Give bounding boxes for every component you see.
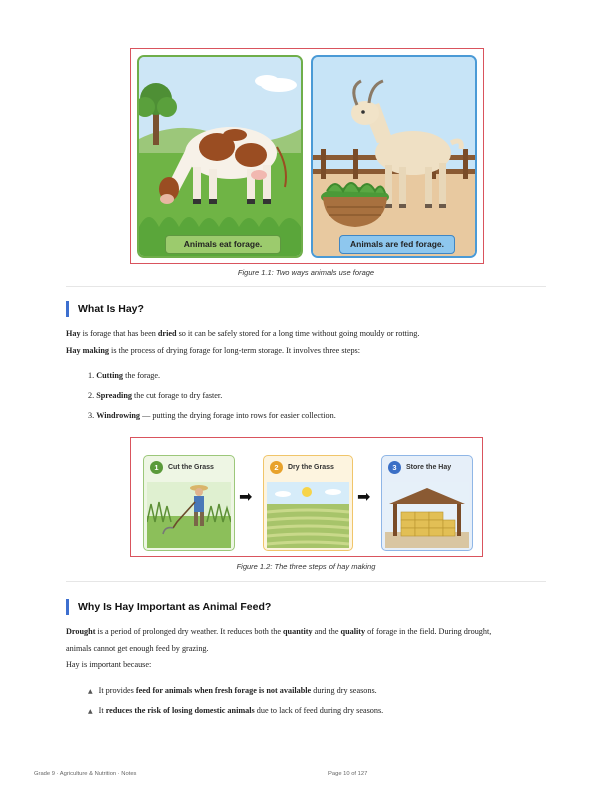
panel-animals-eat-forage [137, 55, 303, 258]
figure-forage-use [130, 48, 484, 264]
hay-importance-intro: Hay is important because: [66, 660, 152, 669]
step-number-badge: 1 [150, 461, 163, 474]
arrow-right-icon: ➡ [357, 487, 371, 506]
panel-right-label: Animals are fed forage. [339, 235, 455, 254]
step-label: Store the Hay [406, 464, 452, 471]
goat-feeding-illustration [313, 57, 475, 256]
term-hay: Hay [66, 329, 81, 338]
section-heading-why-hay-important: Why Is Hay Important as Animal Feed? [66, 599, 271, 615]
drought-paragraph: Drought is a period of prolonged dry weather. It reduces both the quantity and the quality of forage in the field. During drought, [66, 627, 492, 636]
term-hay-making: Hay making [66, 346, 109, 355]
footer-document-title: Grade 9 · Agriculture & Nutrition · Notes [34, 771, 137, 777]
figure-hay-making-steps [130, 437, 483, 557]
list-item: ▲ It provides feed for animals when fresh forage is not available during dry seasons. [88, 686, 377, 695]
panel-left-label: Animals eat forage. [165, 235, 281, 254]
list-item: 2. Spreading the cut forage to dry faster. [88, 391, 223, 400]
section-divider [66, 286, 546, 287]
farmer-cutting-grass-illustration [147, 482, 231, 548]
list-item: ▲ It reduces the risk of losing domestic animals due to lack of feed during dry seasons. [88, 706, 384, 715]
step-card-dry [263, 455, 353, 551]
term-quality: quality [340, 627, 366, 636]
triangle-bullet-icon: ▲ [88, 708, 93, 715]
section-heading-what-is-hay: What Is Hay? [66, 301, 144, 317]
term-quantity: quantity [283, 627, 313, 636]
footer-page-number: Page 10 of 127 [328, 771, 368, 777]
hay-barn-storage-illustration [385, 482, 469, 548]
grazing-cow-illustration [139, 57, 301, 256]
step-label: Dry the Grass [288, 464, 334, 471]
hay-making-paragraph: Hay making is the process of drying forage for long-term storage. It involves three steps: [66, 346, 361, 355]
step-card-cut [143, 455, 235, 551]
figure-1-1-caption: Figure 1.1: Two ways animals use forage [237, 268, 375, 277]
list-item: 1. Cutting the forage. [88, 371, 161, 380]
section-divider [66, 581, 546, 582]
figure-1-2-caption: Figure 1.2: The three steps of hay making [236, 562, 376, 571]
step-number-badge: 2 [270, 461, 283, 474]
hay-definition-paragraph: Hay is forage that has been dried so it can be safely stored for a long time without going mouldy or rotting. [66, 329, 420, 338]
triangle-bullet-icon: ▲ [88, 688, 93, 695]
step-number-badge: 3 [388, 461, 401, 474]
panel-animals-fed-forage [311, 55, 477, 258]
step-label: Cut the Grass [168, 464, 214, 471]
step-card-store [381, 455, 473, 551]
list-item: 3. Windrowing — putting the drying forage into rows for easier collection. [88, 411, 336, 420]
drought-paragraph-line2: animals cannot get enough feed by grazing. [66, 644, 209, 653]
drying-grass-field-illustration [267, 482, 349, 548]
term-dried: dried [157, 329, 177, 338]
arrow-right-icon: ➡ [239, 487, 253, 506]
term-drought: Drought [66, 627, 96, 636]
